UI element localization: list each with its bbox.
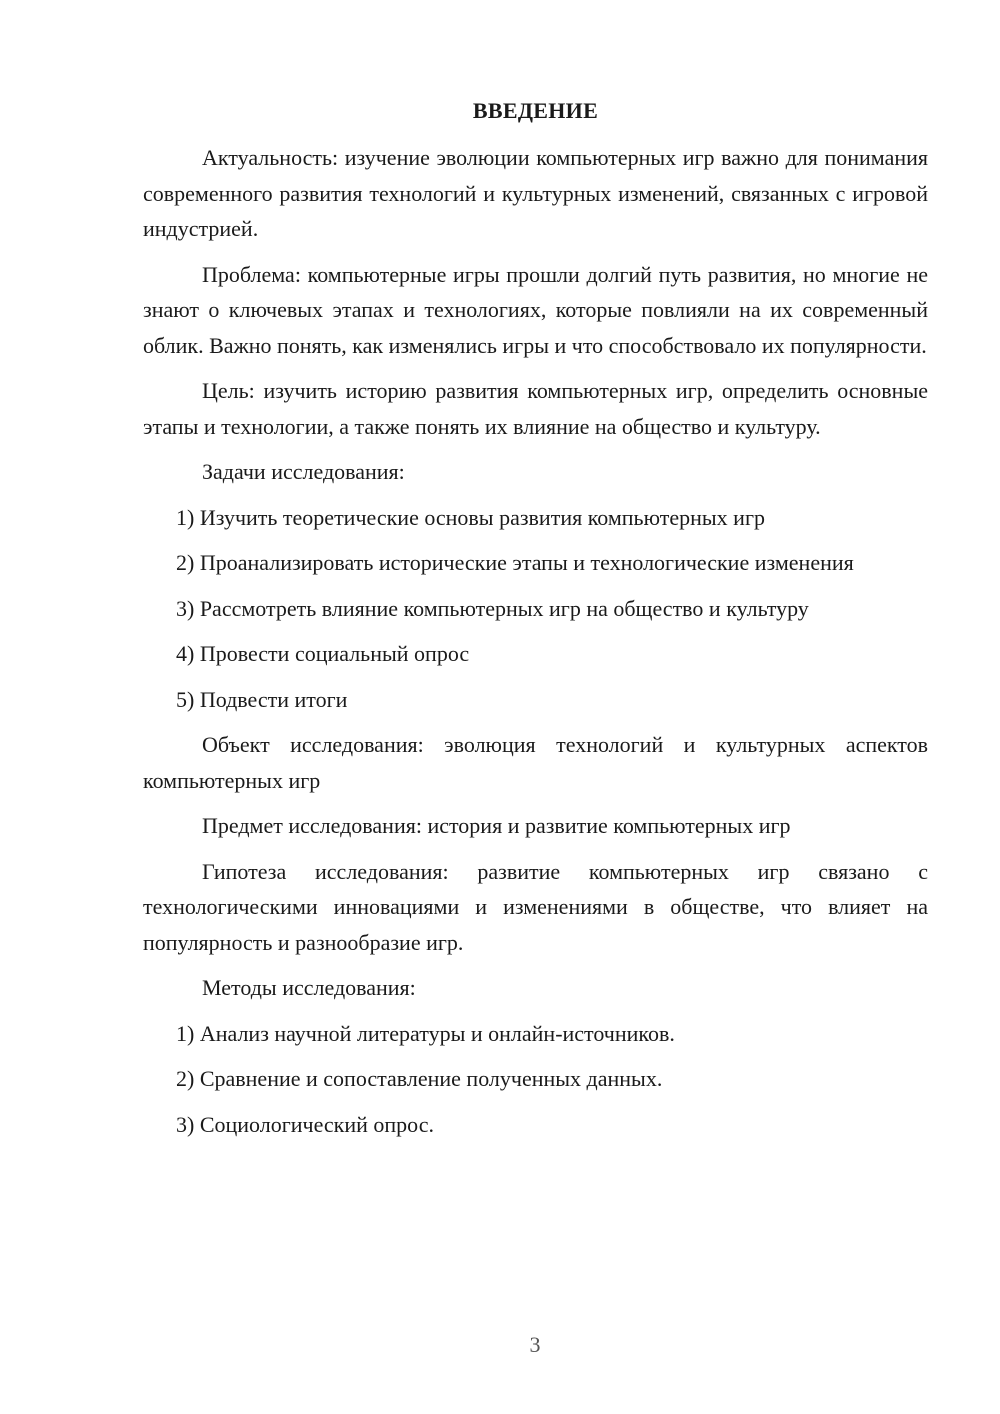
paragraph-subject: Предмет исследования: история и развитие компьютерных игр: [202, 813, 791, 838]
task-item-5: 5) Подвести итоги: [176, 686, 348, 712]
task-item-4: 4) Провести социальный опрос: [176, 641, 470, 666]
paragraph-hypothesis: Гипотеза исследования: развитие компьютерных игр связано с технологическими инновациями и изменениями в обществе, что влияет на популярность и разнообразие игр.: [143, 858, 928, 955]
task-item-2: 2) Проанализировать исторические этапы и технологические изменения: [176, 550, 854, 575]
paragraph-object: Объект исследования: эволюция технологий и культурных аспектов компьютерных игр: [143, 732, 928, 793]
paragraph-relevance: Актуальность: изучение эволюции компьютерных игр важно для понимания современного развития технологий и культурных изменений, связанных с игровой индустрией.: [143, 145, 928, 241]
page-content: [143, 92, 928, 1152]
method-item-3: 3) Социологический опрос.: [176, 1111, 434, 1137]
section-heading: ВВЕДЕНИЕ: [472, 98, 599, 123]
paragraph-methods-title: Методы исследования:: [202, 975, 416, 1000]
task-item-3: 3) Рассмотреть влияние компьютерных игр на общество и культуру: [176, 595, 809, 621]
task-item-1: 1) Изучить теоретические основы развития компьютерных игр: [176, 504, 765, 530]
method-item-1: 1) Анализ научной литературы и онлайн-источников.: [176, 1020, 675, 1046]
paragraph-tasks-title: Задачи исследования:: [202, 459, 405, 484]
paragraph-goal: Цель: изучить историю развития компьютерных игр, определить основные этапы и технологии, а также понять их влияние на общество и культуру.: [143, 378, 928, 439]
paragraph-problem: Проблема: компьютерные игры прошли долгий путь развития, но многие не знают о ключевых этапах и технологиях, которые повлияли на их современный облик. Важно понять, как изменялись игры и что способствовало их популярности.: [143, 261, 928, 358]
method-item-2: 2) Сравнение и сопоставление полученных данных.: [176, 1066, 663, 1091]
page-number: 3: [529, 1332, 541, 1357]
